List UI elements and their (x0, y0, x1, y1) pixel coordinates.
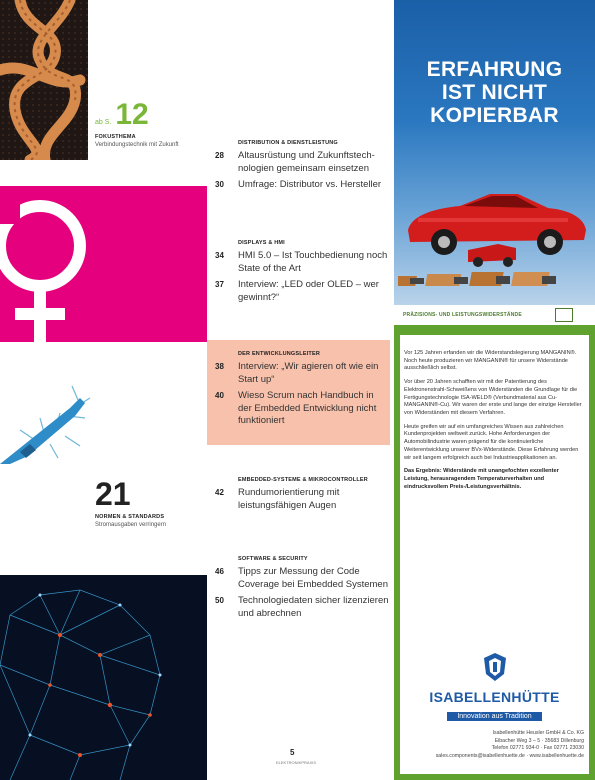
ad-headline-line: KOPIERBAR (430, 104, 559, 128)
topic-prefix: ab S. (95, 119, 112, 126)
ad-hero (394, 0, 595, 305)
ad-paragraph: Vor 125 Jahren erfanden wir die Widerstandslegierung MANGANIN®. Noch heute produzieren wir MANGANIN® für unsere Widerstände ausschließlich selbst. (404, 350, 577, 372)
contact-line: Telefon 02771 934-0 · Fax 02771 23030 (491, 745, 584, 752)
topic-heading: NORMEN & STANDARDS (95, 514, 165, 520)
network-head-image (0, 575, 207, 780)
page-number: 5 (290, 748, 295, 757)
topic-page-number: 21 (95, 476, 131, 512)
toc-entry[interactable] (215, 566, 390, 592)
entry-page: 37 (215, 279, 224, 289)
entry-page: 30 (215, 179, 224, 189)
section-heading: SOFTWARE & SECURITY (238, 556, 308, 562)
brand-logo[interactable] (394, 652, 595, 723)
contact-line: Eibacher Weg 3 – 5 · 35683 Dillenburg (494, 737, 584, 744)
ad-headline-line: ERFAHRUNG (426, 58, 563, 81)
toc-section-developer (207, 340, 390, 445)
section-heading: DISPLAYS & HMI (238, 240, 285, 246)
topic-page-number: 12 (115, 98, 149, 131)
contact-line[interactable]: sales.components@isabellenhuette.de · www.isabellenhuette.de (435, 752, 584, 759)
entry-page: 28 (215, 151, 224, 161)
venus-symbol-image (0, 186, 207, 342)
entry-page: 42 (215, 488, 224, 498)
toc-section-displays (215, 240, 390, 304)
toc-entry[interactable] (215, 390, 390, 428)
section-heading: EMBEDDED-SYSTEME & MIKROCONTROLLER (238, 477, 368, 483)
toc-section-software (215, 556, 390, 620)
entry-title: Wieso Scrum nach Handbuch in der Embedded Entwicklung nicht funktioniert (238, 389, 377, 427)
ad-headline-line: IST NICHT (441, 81, 548, 105)
topic-heading: FOKUSTHEMA (95, 134, 136, 140)
entry-title: Rundumorientierung mit leistungsfähigen Augen (238, 487, 340, 511)
toc-section-embedded (215, 477, 390, 513)
crest-icon (482, 652, 508, 682)
entry-title: Tipps zur Messung der Code Coverage bei Embedded Systemen (238, 566, 388, 590)
spark-plug-image (0, 368, 207, 464)
toc-section-distribution (215, 140, 390, 192)
table-of-contents (215, 0, 390, 780)
toc-entry[interactable] (215, 179, 390, 192)
ad-contact (404, 730, 584, 760)
ad-closing: Das Ergebnis: Widerstände mit unangefochten exzellenter Leistung, herausragendem Temperaturverhalten und eindrucksvollem Preis-/Leistungsverhältnis. (404, 468, 559, 490)
entry-page: 34 (215, 251, 224, 261)
ad-headline (394, 58, 595, 127)
resistor-icon (555, 308, 573, 322)
toc-entry[interactable] (215, 487, 390, 513)
ad-paragraph: Heute greifen wir auf ein umfangreiches Wissen aus zahlreichen Kundenprojekten weltweit zurück. Hohe Anforderungen der Automobilindustrie waren prägend für die kontinuierliche Weiterentwicklung unserer BVx-Widerstände. Diese Erfahrung werden wir seit langem erfolgreich auch bei Industrieapplikationen an. (404, 423, 579, 461)
section-heading: DER ENTWICKLUNGSLEITER (238, 351, 321, 357)
entry-page: 50 (215, 595, 224, 605)
entry-page: 38 (215, 362, 224, 372)
red-car-illustration (398, 168, 591, 300)
page-footer: ELEKTRONIKPRAXIS (276, 760, 317, 765)
entry-title: Umfrage: Distributor vs. Hersteller (238, 178, 382, 190)
ad-body-text (404, 350, 584, 498)
ad-band (394, 305, 595, 325)
toc-entry[interactable] (215, 361, 390, 387)
contact-line: Isabellenhütte Heusler GmbH & Co. KG (492, 730, 584, 736)
entry-page: 46 (215, 567, 224, 577)
topic-subheading: Stromausgaben verringern (95, 522, 167, 528)
topic-block-standards[interactable] (95, 478, 166, 528)
entry-title: Interview: „LED oder OLED – wer gewinnt?“ (238, 278, 379, 303)
toc-entry[interactable] (215, 150, 390, 176)
entry-title: HMI 5.0 – Ist Touchbedienung noch State of the Art (238, 250, 388, 274)
ad-band-text: PRÄZISIONS- UND LEISTUNGSWIDERSTÄNDE (403, 312, 522, 318)
ad-paragraph: Vor über 20 Jahren schafften wir mit der Patentierung des Elektronenstrahl-Schweißens von Widerständen die Grundlage für die Fertigungstechnologie ISA-WELD® (Verbundmaterial aus Cu-MANGANIN®-Cu). Wir waren der erste und lange der einzige Hersteller von Widerständen mit diesem Verfahren. (404, 379, 582, 417)
advertisement[interactable] (394, 0, 595, 780)
logo-text: ISABELLENHÜTTE (429, 689, 560, 705)
ad-green-bar (394, 325, 595, 335)
entry-title: Altausrüstung und Zukunftstechnologien gemeinsam einsetzen (238, 150, 375, 174)
entry-page: 40 (215, 390, 224, 400)
topic-subheading: Verbindungstechnik mit Zukunft (95, 142, 179, 148)
topic-block-focus[interactable] (95, 100, 179, 148)
entry-title: Technologiedaten sicher lizenzieren und abrechnen (238, 594, 389, 619)
logo-slogan: Innovation aus Tradition (447, 712, 541, 721)
section-heading: DISTRIBUTION & DIENSTLEISTUNG (238, 140, 338, 146)
entry-title: Interview: „Wir agieren oft wie ein Start up“ (238, 361, 379, 385)
toc-entry[interactable] (215, 595, 390, 621)
toc-entry[interactable] (215, 250, 390, 276)
toc-entry[interactable] (215, 279, 390, 305)
